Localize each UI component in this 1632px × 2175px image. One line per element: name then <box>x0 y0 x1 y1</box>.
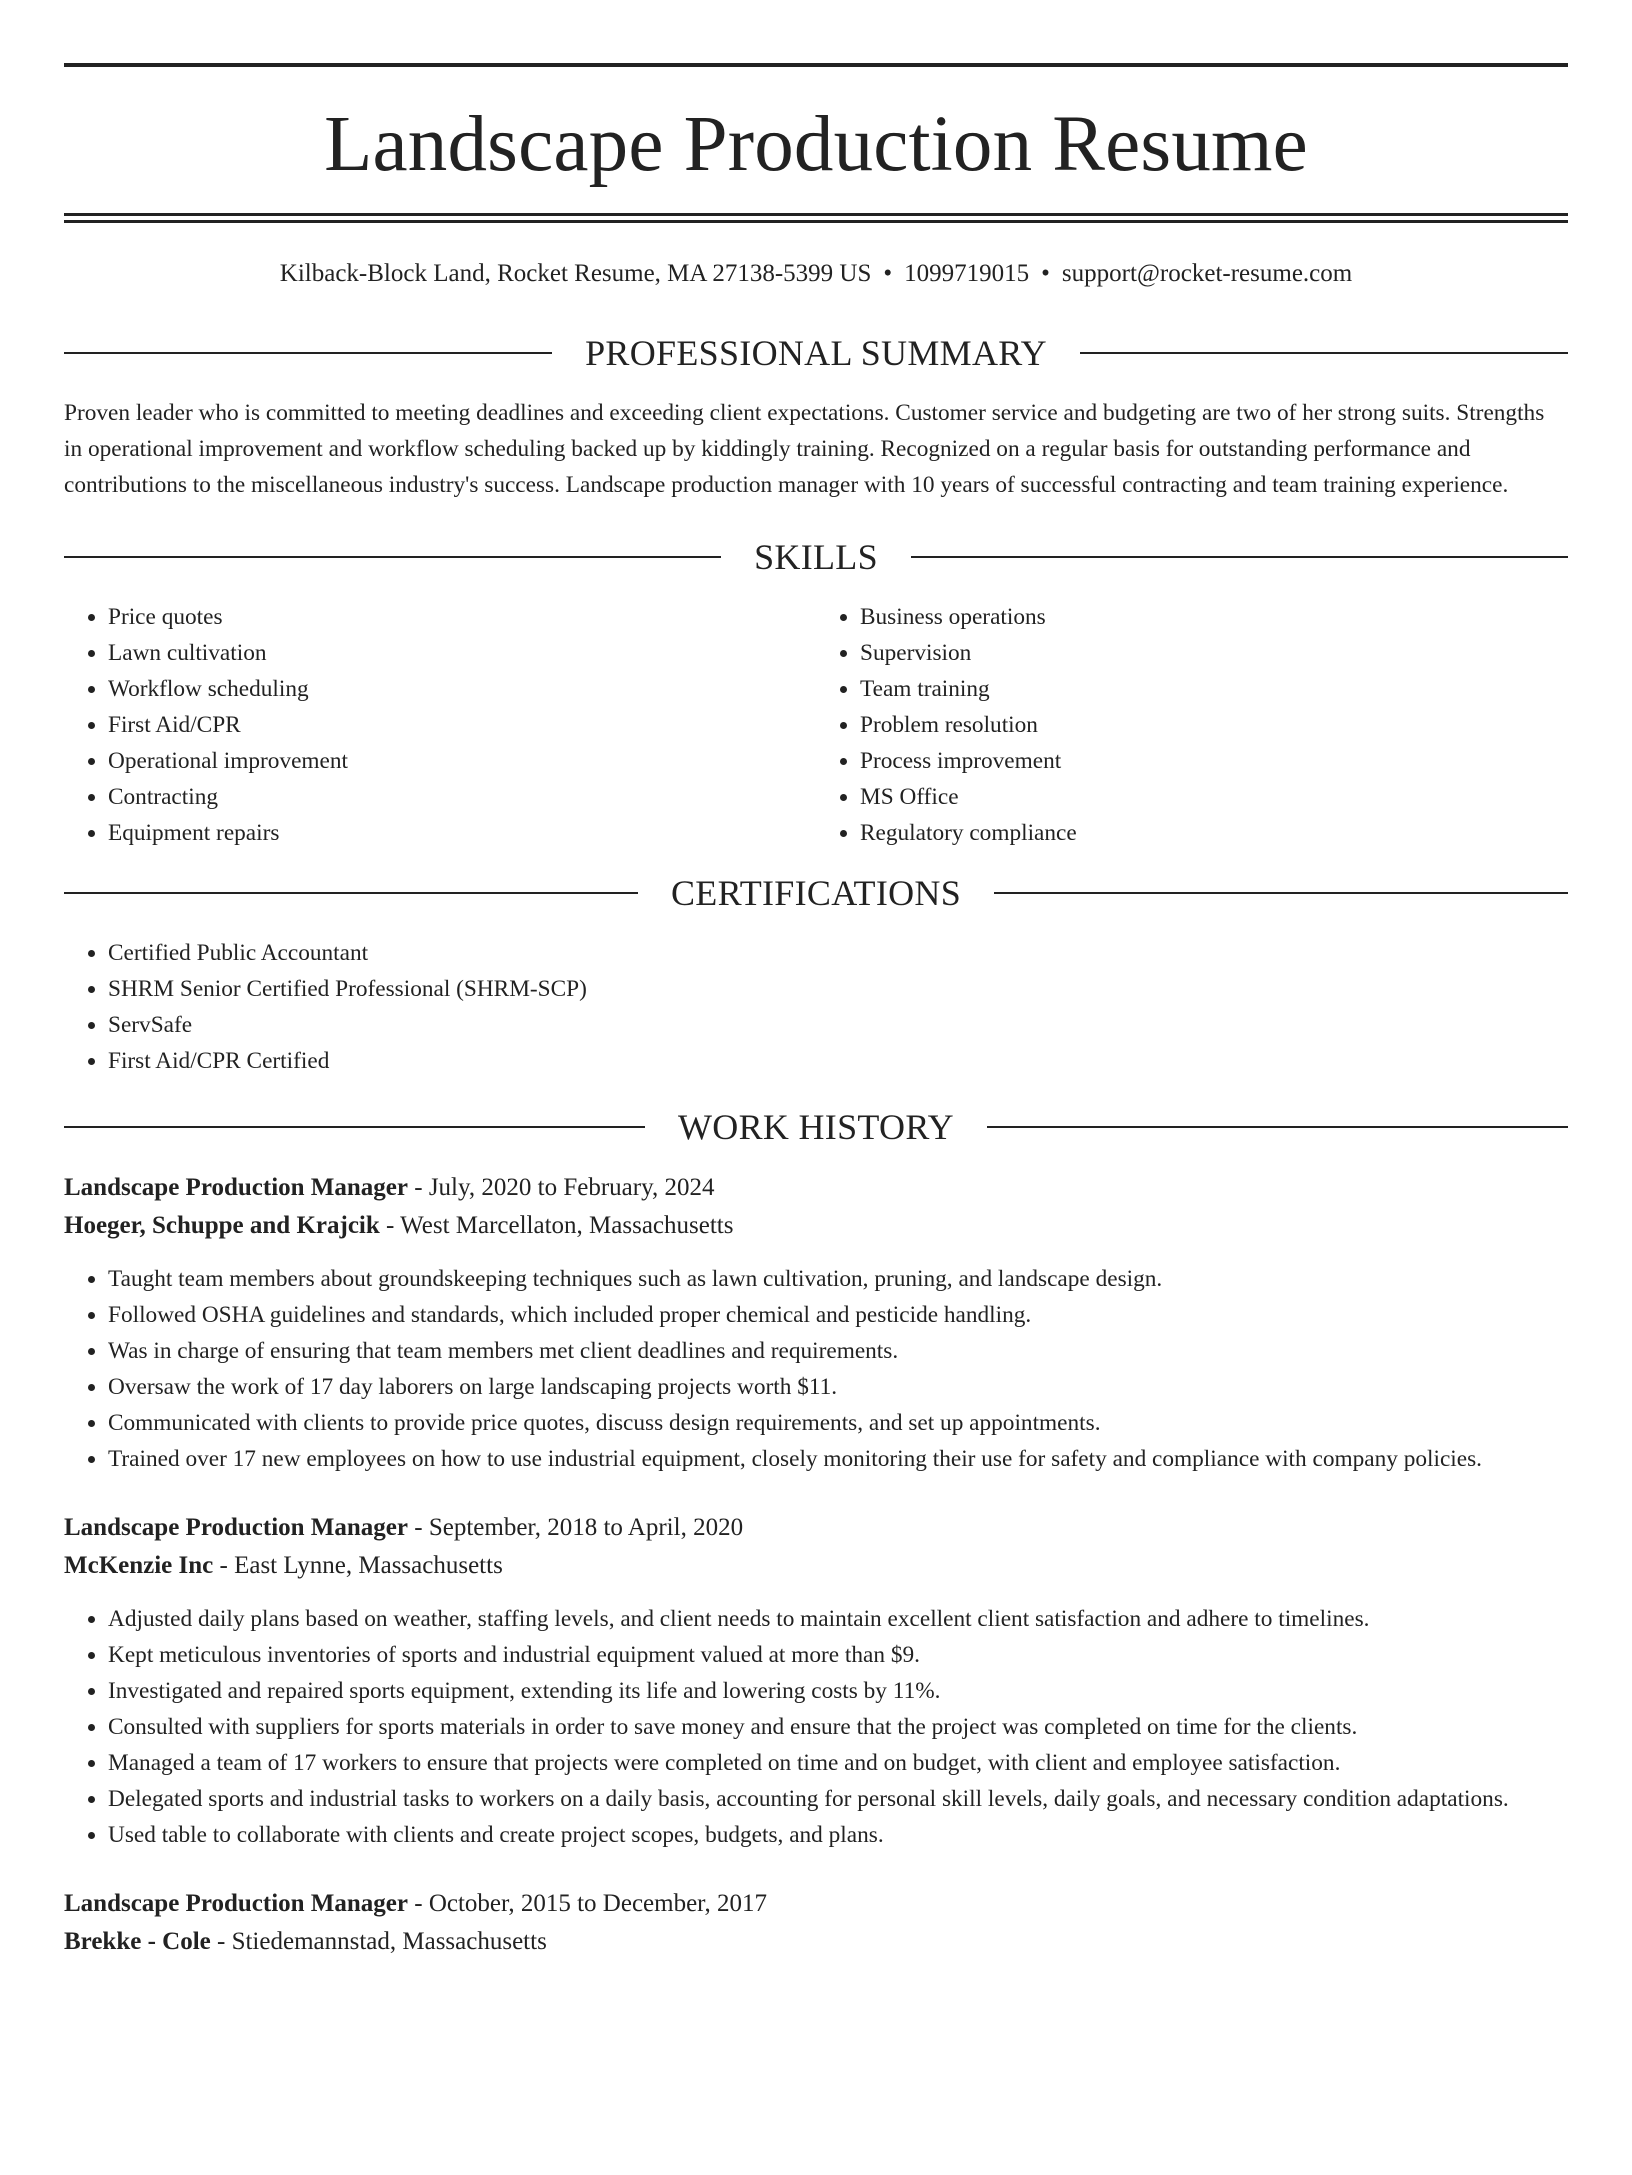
job-title-line <box>64 1885 1568 1923</box>
job-bullet: • Trained over 17 new employees on how to use industrial equipment, closely monitoring their use for safety and compliance with company policies. <box>108 1441 1568 1477</box>
section-header-skills <box>64 535 1568 579</box>
job-company-line <box>64 1923 1568 1961</box>
contact-separator: • <box>883 260 893 287</box>
job-dates: - October, 2015 to December, 2017 <box>408 1890 767 1917</box>
contact-separator: • <box>1041 260 1050 287</box>
job-title-line <box>64 1509 1568 1547</box>
section-header-work-history <box>64 1105 1568 1149</box>
title-double-rule <box>64 213 1568 223</box>
skill-item: • Problem resolution <box>860 707 1568 743</box>
job-company: Brekke - Cole <box>64 1928 211 1955</box>
section-header-summary <box>64 331 1568 375</box>
skills-columns <box>64 599 1568 851</box>
job-bullet: • Taught team members about groundskeeping techniques such as lawn cultivation, pruning, and landscape design. <box>108 1261 1568 1297</box>
resume-page <box>0 63 1632 2175</box>
job-dates: - September, 2018 to April, 2020 <box>408 1514 744 1541</box>
section-rule <box>64 1126 645 1128</box>
contact-address: Kilback-Block Land, Rocket Resume, MA 27138-5399 US <box>279 260 872 287</box>
section-title-skills: SKILLS <box>754 537 878 577</box>
section-rule <box>994 892 1568 894</box>
job-company: McKenzie Inc <box>64 1552 214 1579</box>
certification-item: • ServSafe <box>108 1007 1568 1043</box>
job-title-line <box>64 1169 1568 1207</box>
job-company-line <box>64 1547 1568 1585</box>
section-rule <box>64 352 552 354</box>
job-entry <box>64 1509 1568 1853</box>
job-dates: - July, 2020 to February, 2024 <box>408 1174 715 1201</box>
job-bullet: • Followed OSHA guidelines and standards, which included proper chemical and pesticide handling. <box>108 1297 1568 1333</box>
section-rule <box>987 1126 1568 1128</box>
job-entry <box>64 1885 1568 1961</box>
section-rule <box>64 892 638 894</box>
job-entry <box>64 1169 1568 1477</box>
job-bullet: • Used table to collaborate with clients and create project scopes, budgets, and plans. <box>108 1817 1568 1853</box>
section-rule <box>64 556 721 558</box>
skill-item: • Process improvement <box>860 743 1568 779</box>
section-title-summary: PROFESSIONAL SUMMARY <box>585 333 1047 373</box>
job-title: Landscape Production Manager <box>64 1890 408 1917</box>
skill-item: • Price quotes <box>108 599 816 635</box>
job-bullet: • Kept meticulous inventories of sports and industrial equipment valued at more than $9. <box>108 1637 1568 1673</box>
skill-item: • Supervision <box>860 635 1568 671</box>
skills-list-right <box>816 599 1568 851</box>
skills-list-left <box>64 599 816 851</box>
certification-item: • First Aid/CPR Certified <box>108 1043 1568 1079</box>
job-bullet: • Investigated and repaired sports equipment, extending its life and lowering costs by 11%. <box>108 1673 1568 1709</box>
job-bullet: • Consulted with suppliers for sports materials in order to save money and ensure that the project was completed on time for the clients. <box>108 1709 1568 1745</box>
job-bullet: • Was in charge of ensuring that team members met client deadlines and requirements. <box>108 1333 1568 1369</box>
resume-title: Landscape Production Resume <box>324 101 1308 188</box>
section-header-certifications <box>64 871 1568 915</box>
job-bullet: • Oversaw the work of 17 day laborers on large landscaping projects worth $11. <box>108 1369 1568 1405</box>
certification-item: • Certified Public Accountant <box>108 935 1568 971</box>
section-rule <box>911 556 1568 558</box>
skill-item: • Contracting <box>108 779 816 815</box>
job-bullet: • Delegated sports and industrial tasks to workers on a daily basis, accounting for personal skill levels, daily goals, and necessary condition adaptations. <box>108 1781 1568 1817</box>
job-company-line <box>64 1207 1568 1245</box>
contact-line <box>64 259 1568 289</box>
summary-text: Proven leader who is committed to meeting deadlines and exceeding client expectations. Customer service and budgeting are two of her strong suits. Strengths in operational improvement and workflow scheduling backed up by kiddingly training. Recognized on a regular basis for outstanding performance and contributions to the miscellaneous industry's success. Landscape production manager with 10 years of successful contracting and team training experience. <box>64 400 1545 498</box>
certification-item: • SHRM Senior Certified Professional (SHRM-SCP) <box>108 971 1568 1007</box>
job-title: Landscape Production Manager <box>64 1174 408 1201</box>
section-rule <box>1080 352 1568 354</box>
job-bullet: • Adjusted daily plans based on weather, staffing levels, and client needs to maintain excellent client satisfaction and adhere to timelines. <box>108 1601 1568 1637</box>
job-bullet: • Communicated with clients to provide price quotes, discuss design requirements, and set up appointments. <box>108 1405 1568 1441</box>
top-rule <box>64 63 1568 67</box>
job-bullet: • Managed a team of 17 workers to ensure that projects were completed on time and on budget, with client and employee satisfaction. <box>108 1745 1568 1781</box>
skill-item: • Operational improvement <box>108 743 816 779</box>
job-location: - West Marcellaton, Massachusetts <box>379 1212 734 1239</box>
skill-item: • Business operations <box>860 599 1568 635</box>
contact-phone: 1099719015 <box>904 260 1030 287</box>
section-title-certifications: CERTIFICATIONS <box>670 873 962 913</box>
job-title: Landscape Production Manager <box>64 1514 408 1541</box>
contact-email[interactable]: support@rocket-resume.com <box>1061 260 1353 287</box>
job-location: - Stiedemannstad, Massachusetts <box>210 1928 547 1955</box>
skill-item: • Equipment repairs <box>108 815 816 851</box>
job-company: Hoeger, Schuppe and Krajcik <box>64 1212 380 1239</box>
skill-item: • Team training <box>860 671 1568 707</box>
job-location: - East Lynne, Massachusetts <box>213 1552 503 1579</box>
skill-item: • Lawn cultivation <box>108 635 816 671</box>
section-title-work-history: WORK HISTORY <box>678 1107 954 1147</box>
skill-item: • Workflow scheduling <box>108 671 816 707</box>
certifications-list <box>64 935 1568 1079</box>
skill-item: • First Aid/CPR <box>108 707 816 743</box>
skill-item: • MS Office <box>860 779 1568 815</box>
skill-item: • Regulatory compliance <box>860 815 1568 851</box>
job-bullets <box>64 1261 1568 1477</box>
job-bullets <box>64 1601 1568 1853</box>
